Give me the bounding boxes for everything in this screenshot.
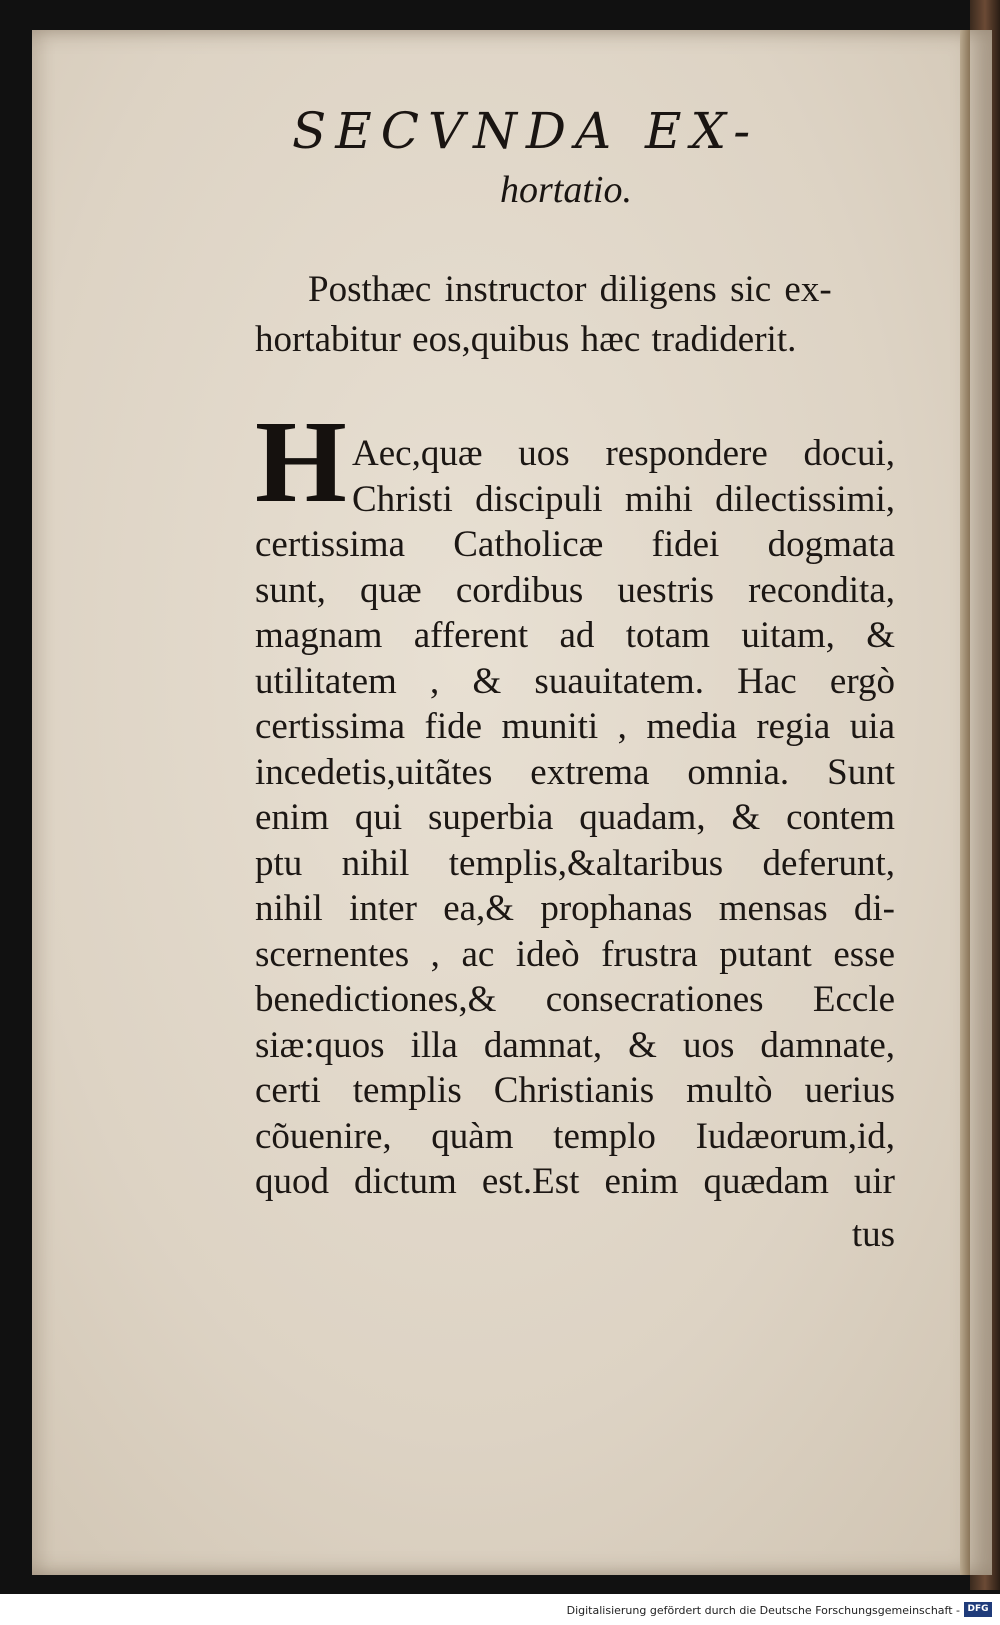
body-line bbox=[255, 1160, 895, 1203]
footer-credit: Digitalisierung gefördert durch die Deutsche Forschungsgemeinschaft - bbox=[566, 1604, 960, 1617]
running-title: SECVNDA EX- bbox=[292, 102, 760, 160]
body-line-text: quod dictum est.Est enim quædam uir bbox=[255, 1161, 895, 1202]
body-line-text: nihil inter ea,& prophanas mensas di- bbox=[255, 888, 895, 929]
body-line bbox=[352, 432, 895, 475]
decorated-initial: H bbox=[255, 396, 347, 527]
dfg-logo: DFG bbox=[964, 1602, 992, 1617]
body-line bbox=[255, 796, 895, 839]
page-edge bbox=[960, 30, 970, 1575]
body-line bbox=[255, 614, 895, 657]
body-line-text: Christi discipuli mihi dilectissimi, bbox=[352, 478, 895, 520]
body-line-text: scernentes , ac ideò frustra putant esse bbox=[255, 933, 895, 975]
body-line-text: magnam afferent ad totam uitam, & bbox=[255, 615, 895, 656]
body-line-text: certissima fide muniti , media regia uia bbox=[255, 706, 895, 747]
body-line bbox=[255, 933, 895, 976]
body-line-text: enim qui superbia quadam, & contem bbox=[255, 797, 895, 838]
body-line-text: Aec,quæ uos respondere docui, bbox=[352, 433, 895, 474]
body-line bbox=[255, 523, 895, 566]
body-line bbox=[255, 842, 895, 885]
body-line bbox=[255, 1069, 895, 1112]
body-line bbox=[352, 478, 895, 521]
section-subtitle: hortatio. bbox=[500, 169, 632, 211]
body-line-text: utilitatem , & suauitatem. Hac ergò bbox=[255, 660, 895, 702]
body-line bbox=[255, 660, 895, 703]
body-line-text: certi templis Christianis multò uerius bbox=[255, 1070, 895, 1111]
body-line bbox=[255, 705, 895, 748]
body-line bbox=[255, 978, 895, 1021]
body-line bbox=[255, 1115, 895, 1158]
body-line bbox=[255, 569, 895, 612]
rubric-line-2: hortabitur eos,quibus hæc tradiderit. bbox=[255, 319, 797, 360]
catchword-text: tus bbox=[851, 1214, 895, 1255]
body-line bbox=[255, 887, 895, 930]
body-line-text: ptu nihil templis,&altaribus deferunt, bbox=[255, 842, 895, 884]
body-line-text: incedetis,uitãtes extrema omnia. Sunt bbox=[255, 751, 895, 793]
body-line-text: benedictiones,& consecrationes Eccle bbox=[255, 979, 895, 1020]
body-line-text: cõuenire, quàm templo Iudæorum,id, bbox=[255, 1115, 895, 1157]
rubric-line-1: Posthæc instructor diligens sic ex- bbox=[308, 269, 832, 310]
body-line-text: sunt, quæ cordibus uestris recondita, bbox=[255, 569, 895, 611]
body-line-text: siæ:quos illa damnat, & uos damnate, bbox=[255, 1024, 895, 1066]
body-line bbox=[255, 751, 895, 794]
body-line-text: certissima Catholicæ fidei dogmata bbox=[255, 524, 895, 565]
catchword bbox=[255, 1213, 895, 1256]
body-line bbox=[255, 1024, 895, 1067]
